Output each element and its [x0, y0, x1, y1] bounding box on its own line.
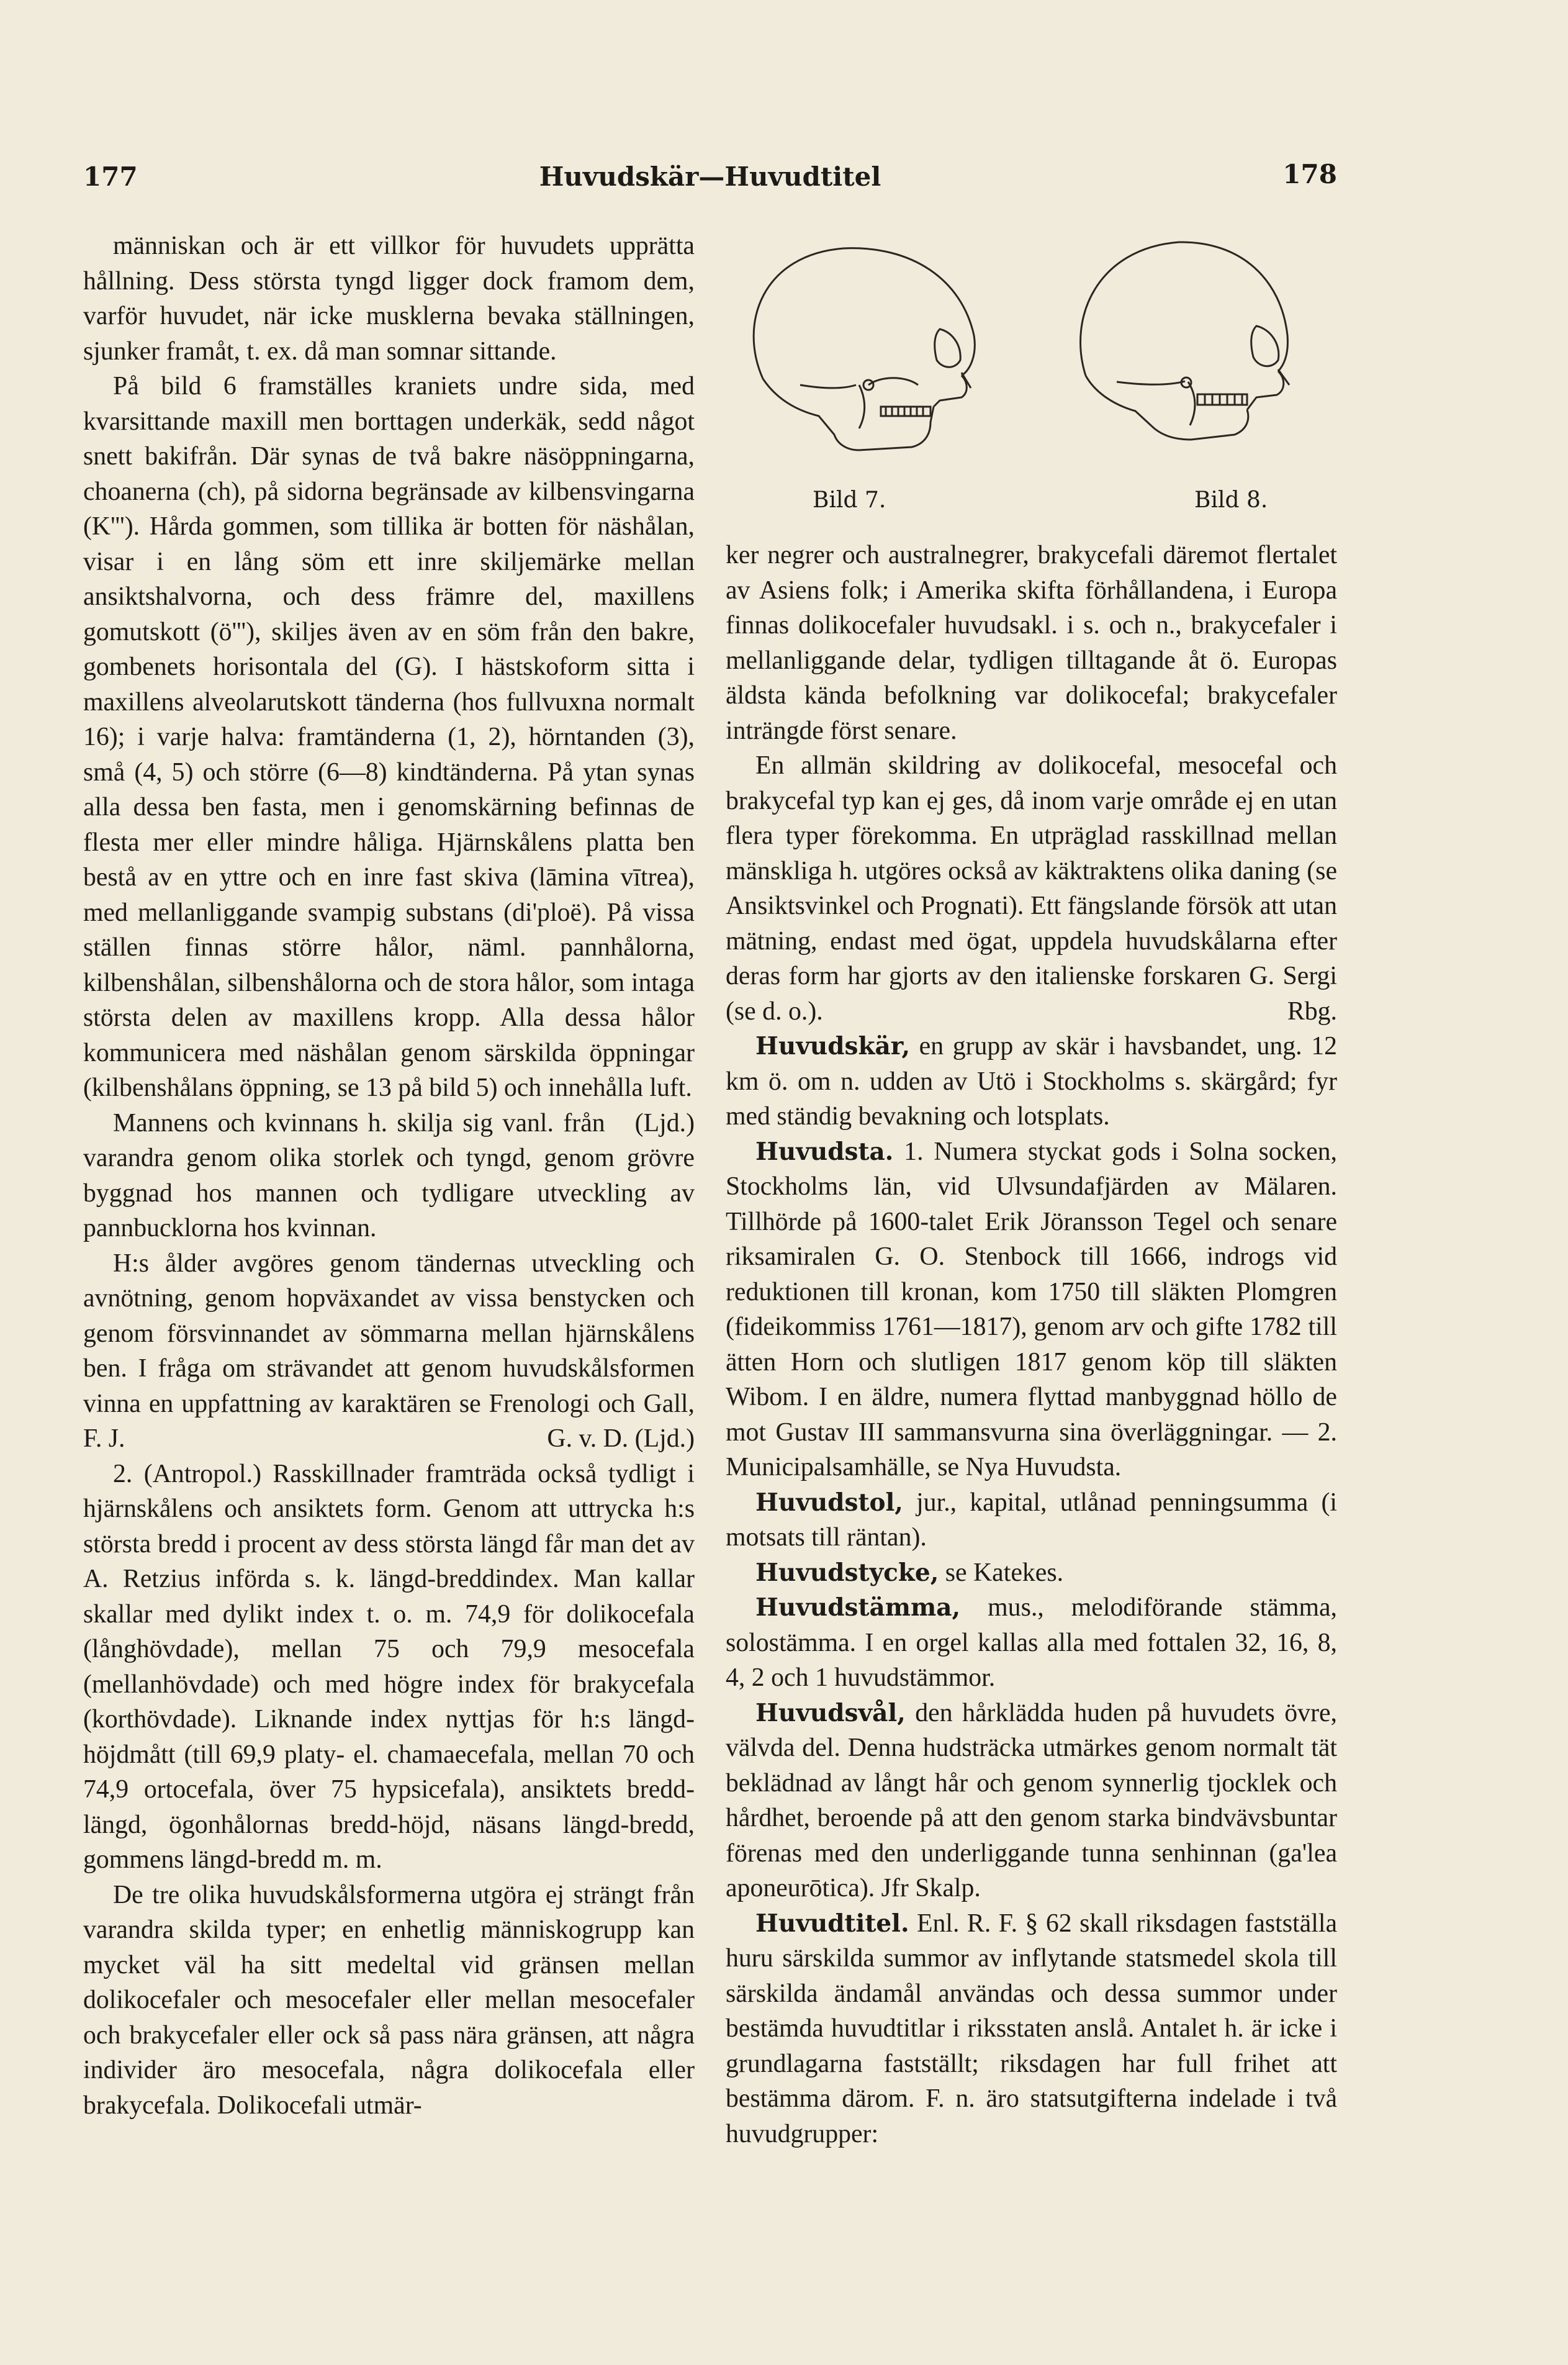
- paragraph-text: en grupp av skär i havsbandet, ung. 12 km ö. om n. udden av Utö i Stockholms s. skärgård; fyr med ständig bevakning och lotsplats.: [726, 1032, 1337, 1131]
- paragraph-text: jur., kapital, utlånad penningsumma (i motsats till räntan).: [726, 1488, 1337, 1552]
- paragraph-text: mus., melodiförande stämma, solostämma. I en orgel kallas alla med fottalen 32, 16, 8, 4, 2 och 1 huvudstämmor.: [726, 1593, 1337, 1692]
- skull-profile-icon: [726, 230, 1011, 478]
- paragraph-text: På bild 6 framställes kraniets undre sida, med kvarsittande maxill men borttagen underkäk, sedd något snett bakifrån. Där synas de två bakre näsöppningarna, choanerna (ch), på sidorna begränsade av kilbensvingarna (K'''). Hårda gommen, som tillika är botten för näshålan, visar i en lång söm ett inre skiljemärke mellan ansiktshalvorna, och dess främre del, maxillens gomutskott (ö'''), skiljes även av en söm från den bakre, gombenets horisontala del (G). I hästskoform sitta i maxillens alveolarutskott tänderna (hos fullvuxna normalt 16); i varje halva: framtänderna (1, 2), hörntanden (3), små (4, 5) och större (6—8) kindtänderna. På ytan synas alla dessa ben fasta, men i genomskärning befinnas de flesta mer eller mindre håliga. Hjärnskålens platta ben bestå av en yttre och en inre fast skiva (lāmina vītrea), med mellanliggande svampig substans (di'ploë). På vissa ställen finnas större hålor, näml. pannhålorna, kilbenshålan, silbenshålorna och de stora hålor, som intaga största delen av maxillens kropp. Alla dessa hålor kommunicera med näshålan genom särskilda öppningar (kilbenshålans öppning, se 13 på bild 5) och innehålla luft.: [83, 372, 695, 1102]
- skull-figures: [726, 230, 1337, 522]
- entry-headword: Huvudskär,: [755, 1032, 911, 1060]
- paragraph: [83, 1457, 695, 1878]
- running-title: Huvudskär—Huvudtitel: [539, 161, 881, 192]
- figure-caption-8: Bild 8.: [1194, 487, 1268, 513]
- entry-paragraph: [726, 1029, 1337, 1134]
- author-signature: (Ljd.): [634, 1108, 695, 1137]
- figure-bild-7: [726, 230, 1011, 515]
- entry-headword: Huvudstol,: [755, 1488, 903, 1517]
- author-signature: G. v. D. (Ljd.): [547, 1424, 695, 1453]
- figure-bild-8: [1042, 230, 1328, 515]
- author-signature: Rbg.: [1287, 997, 1337, 1026]
- entry-headword: Huvudstycke,: [755, 1558, 939, 1587]
- page-number-right: 178: [1282, 159, 1337, 189]
- entry-paragraph: [726, 748, 1337, 1029]
- paragraph-text: 2. (Antropol.) Rasskillnader framträda också tydligt i hjärnskålens och ansiktets form. Genom att uttrycka h:s största bredd i procent av dess största längd får man det av A. Retzius införda s. k. längd-breddindex. Man kallar skallar med dylikt index t. o. m. 74,9 för dolikocefala (långhövdade), mellan 75 och 79,9 mesocefala (mellanhövdade) och med högre index för brakycefala (korthövdade). Liknande index nyttjas för h:s längd-höjdmått (till 69,9 platy- el. chamaecefala, mellan 70 och 74,9 ortocefala, över 75 hypsicefala), ansiktets bredd-längd, ögonhålornas bredd-höjd, näsans längd-bredd, gommens längd-bredd m. m.: [83, 1459, 695, 1874]
- paragraph: [83, 1246, 695, 1457]
- entry-paragraph: [726, 538, 1337, 748]
- paragraph: [83, 1878, 695, 2123]
- paragraph-text: människan och är ett villkor för huvudets upprätta hållning. Dess största tyngd ligger dock framom dem, varför huvudet, när icke musklerna bevaka ställningen, sjunker framåt, t. ex. då man somnar sittande.: [83, 232, 695, 366]
- paragraph: [83, 228, 695, 369]
- entry-paragraph: [726, 1906, 1337, 2152]
- entry-paragraph: [726, 1696, 1337, 1906]
- entry-paragraph: [726, 1134, 1337, 1485]
- entry-headword: Huvudsta.: [755, 1137, 894, 1166]
- figure-caption-7: Bild 7.: [813, 487, 886, 513]
- entry-headword: Huvudsvål,: [755, 1698, 906, 1727]
- entry-paragraph: [726, 1485, 1337, 1555]
- paragraph-text: den hårklädda huden på huvudets övre, välvda del. Denna hudsträcka utmärkes genom normalt tät beklädnad av långt hår och genom synnerlig tjocklek och hårdhet, beroende på att den genom starka bindvävsbuntar förenas med den underliggande tunna senhinnan (ga'lea aponeurōtica). Jfr Skalp.: [726, 1698, 1337, 1902]
- paragraph-text: De tre olika huvudskålsformerna utgöra ej strängt från varandra skilda typer; en enhetlig människogrupp kan mycket väl ha sitt medeltal vid gränsen mellan dolikocefaler och mesocefaler eller mellan mesocefaler och brakycefaler eller ock så pass nära gränsen, att några individer äro mesocefala, några dolikocefala eller brakycefala. Dolikocefali utmär-: [83, 1880, 695, 2120]
- entry-headword: Huvudtitel.: [755, 1909, 909, 1938]
- entry-paragraph: [726, 1555, 1337, 1591]
- left-column: [83, 228, 695, 2123]
- entry-paragraph: [726, 1590, 1337, 1696]
- entry-headword: Huvudstämma,: [755, 1593, 961, 1622]
- paragraph-text: 1. Numera styckat gods i Solna socken, Stockholms län, vid Ulvsundafjärden av Mälaren. Tillhörde på 1600-talet Erik Jöransson Tegel och senare riksamiralen G. O. Stenbock till 1666, indrogs vid reduktionen till kronan, kom 1750 till släkten Plomgren (fideikommiss 1761—1817), genom arv och gifte 1782 till ätten Horn och slutligen 1817 genom köp till släkten Wibom. I en äldre, numera flyttad manbyggnad höllo de mot Gustav III sammansvurna sina överläggningar. — 2. Municipalsamhälle, se Nya Huvudsta.: [726, 1137, 1337, 1481]
- paragraph-text: Mannens och kvinnans h. skilja sig vanl. från varandra genom olika storlek och tyngd, genom grövre byggnad hos mannen och tydligare utveckling av pannbucklorna hos kvinnan.: [83, 1108, 695, 1242]
- paragraph-text: En allmän skildring av dolikocefal, mesocefal och brakycefal typ kan ej ges, då inom varje område ej en utan flera typer förekomma. En utpräglad rasskillnad mellan mänskliga h. utgöres också av käktraktens olika daning (se Ansiktsvinkel och Prognati). Ett fängslande försök att utan mätning, endast med ögat, uppdela huvudskålarna efter deras form har gjorts av den italienske forskaren G. Sergi (se d. o.).: [726, 751, 1337, 1026]
- paragraph-text: se Katekes.: [939, 1558, 1064, 1587]
- skull-profile-icon: [1042, 230, 1328, 478]
- paragraph-text: Enl. R. F. § 62 skall riksdagen fastställa huru särskilda summor av inflytande statsmedel skola till särskilda ändamål användas och dessa summor under bestämda huvudtitlar i riksstaten anslå. Antalet h. är icke i grundlagarna fastställt; riksdagen har full frihet att bestämma därom. F. n. äro statsutgifterna indelade i två huvudgrupper:: [726, 1909, 1337, 2148]
- paragraph-text: H:s ålder avgöres genom tändernas utveckling och avnötning, genom hopväxandet av vissa benstycken och genom försvinnandet av sömmarna mellan hjärnskålens ben. I fråga om strävandet att genom huvudskålsformen vinna en uppfattning av karaktären se Frenologi och Gall, F. J.: [83, 1249, 695, 1453]
- paragraph-text: ker negrer och australnegrer, brakycefali däremot flertalet av Asiens folk; i Amerika skifta förhållandena, i Europa finnas dolikocefaler huvudsakl. i s. och n., brakycefaler i mellanliggande delar, tydligen tilltagande åt ö. Europas äldsta kända befolkning var dolikocefal; brakycefaler inträngde först senare.: [726, 541, 1337, 745]
- page-header: [83, 154, 1337, 204]
- page-number-left: 177: [83, 161, 138, 192]
- right-column: [726, 538, 1337, 2151]
- paragraph: [83, 369, 695, 1137]
- paragraph: [83, 1106, 695, 1246]
